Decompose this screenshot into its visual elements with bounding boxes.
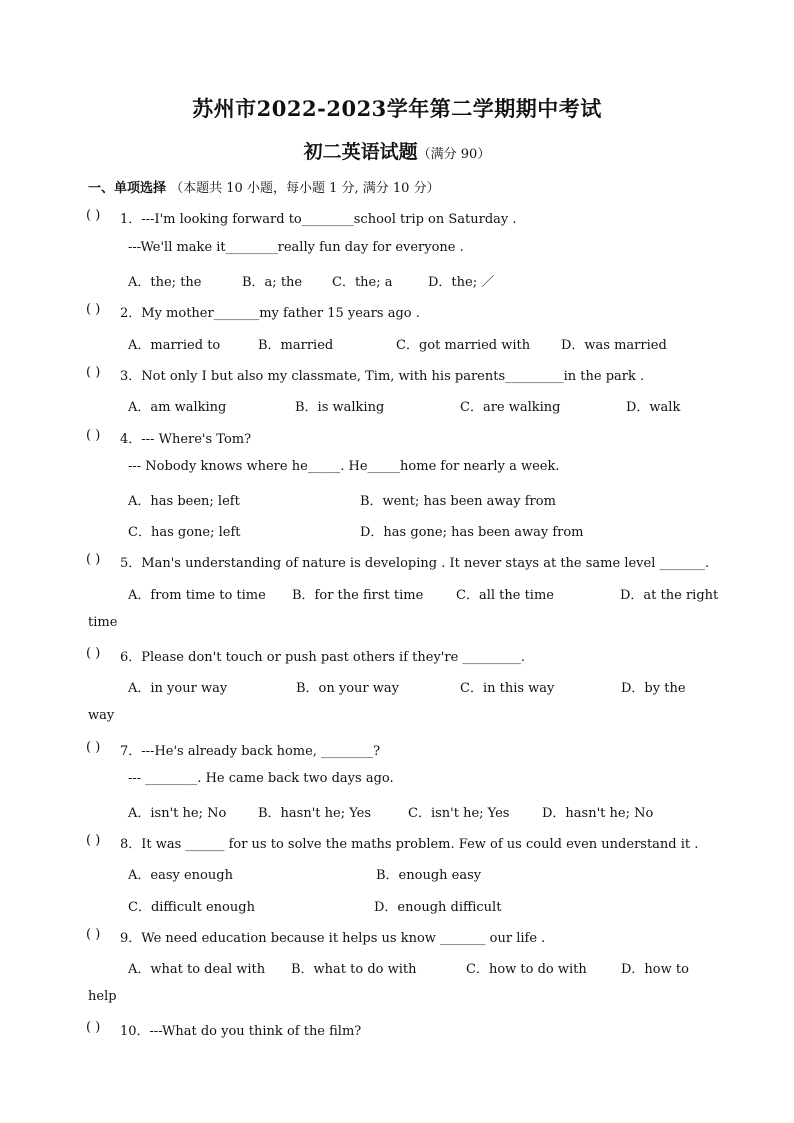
option-wrap-text: way <box>88 708 115 723</box>
question-sub-line: ---We'll make it________really fun day for everyone . <box>128 240 464 255</box>
option-b[interactable]: B．hasn't he; Yes <box>258 806 372 821</box>
question-stem: 10．---What do you think of the film? <box>120 1024 362 1039</box>
option-wrap-text: time <box>88 615 118 630</box>
option-a[interactable]: A．married to <box>128 338 221 353</box>
question-stem: 8．It was ______ for us to solve the maths problem. Few of us could even understand it . <box>120 837 699 852</box>
option-b[interactable]: B．for the first time <box>292 588 424 603</box>
answer-blank[interactable]: ( ) <box>86 552 101 567</box>
option-a[interactable]: A．easy enough <box>128 868 233 883</box>
option-c[interactable]: C．the; a <box>332 275 393 290</box>
question-stem: 4．--- Where's Tom? <box>120 432 252 447</box>
option-d[interactable]: D．how to <box>621 962 689 977</box>
option-a[interactable]: A．the; the <box>128 275 202 290</box>
option-d[interactable]: D．walk <box>626 400 681 415</box>
question-stem: 1．---I'm looking forward to________school trip on Saturday . <box>120 212 517 227</box>
section-title: 一、单项选择 <box>88 181 167 196</box>
option-a[interactable]: A．what to deal with <box>128 962 266 977</box>
question-sub-line: --- ________. He came back two days ago. <box>128 771 394 786</box>
option-b[interactable]: B．married <box>258 338 334 353</box>
answer-blank[interactable]: ( ) <box>86 646 101 661</box>
section-heading <box>88 177 440 196</box>
question-stem: 6．Please don't touch or push past others if they're _________. <box>120 650 526 665</box>
option-c[interactable]: C．difficult enough <box>128 900 255 915</box>
exam-subtitle <box>0 137 794 164</box>
question-stem: 3．Not only I but also my classmate, Tim, with his parents_________in the park . <box>120 369 645 384</box>
answer-blank[interactable]: ( ) <box>86 833 101 848</box>
option-a[interactable]: A．has been; left <box>128 494 240 509</box>
answer-blank[interactable]: ( ) <box>86 927 101 942</box>
option-b[interactable]: B．a; the <box>242 275 303 290</box>
option-d[interactable]: D．by the <box>621 681 686 696</box>
option-c[interactable]: C．are walking <box>460 400 561 415</box>
option-wrap-text: help <box>88 989 117 1004</box>
option-a[interactable]: A．isn't he; No <box>128 806 227 821</box>
option-b[interactable]: B．went; has been away from <box>360 494 556 509</box>
answer-blank[interactable]: ( ) <box>86 1020 101 1035</box>
option-c[interactable]: C．isn't he; Yes <box>408 806 510 821</box>
option-c[interactable]: C．in this way <box>460 681 555 696</box>
option-d[interactable]: D．has gone; has been away from <box>360 525 584 540</box>
option-a[interactable]: A．from time to time <box>128 588 266 603</box>
option-b[interactable]: B．what to do with <box>291 962 417 977</box>
answer-blank[interactable]: ( ) <box>86 740 101 755</box>
section-note: （本题共 10 小题，每小题 1 分, 满分 10 分） <box>170 181 440 196</box>
question-stem: 2．My mother_______my father 15 years ago . <box>120 306 420 321</box>
option-c[interactable]: C．all the time <box>456 588 554 603</box>
option-d[interactable]: D．at the right <box>620 588 719 603</box>
exam-title: 苏州市2022-2023学年第二学期期中考试 <box>192 96 602 121</box>
option-d[interactable]: D．the; ／ <box>428 275 495 290</box>
option-b[interactable]: B．enough easy <box>376 868 482 883</box>
answer-blank[interactable]: ( ) <box>86 208 101 223</box>
option-c[interactable]: C．got married with <box>396 338 531 353</box>
question-sub-line: --- Nobody knows where he_____. He_____home for nearly a week. <box>128 459 560 474</box>
question-stem: 5．Man's understanding of nature is developing . It never stays at the same level _______. <box>120 556 710 571</box>
question-stem: 7．---He's already back home, ________? <box>120 744 381 759</box>
option-d[interactable]: D．hasn't he; No <box>542 806 654 821</box>
option-c[interactable]: C．how to do with <box>466 962 587 977</box>
option-b[interactable]: B．is walking <box>295 400 385 415</box>
answer-blank[interactable]: ( ) <box>86 428 101 443</box>
answer-blank[interactable]: ( ) <box>86 365 101 380</box>
option-d[interactable]: D．enough difficult <box>374 900 502 915</box>
option-a[interactable]: A．in your way <box>128 681 228 696</box>
question-stem: 9．We need education because it helps us know _______ our life . <box>120 931 546 946</box>
option-d[interactable]: D．was married <box>561 338 667 353</box>
option-a[interactable]: A．am walking <box>128 400 227 415</box>
full-score: （满分 90） <box>417 147 491 162</box>
option-c[interactable]: C．has gone; left <box>128 525 241 540</box>
answer-blank[interactable]: ( ) <box>86 302 101 317</box>
subtitle-text: 初二英语试题 <box>303 141 418 163</box>
option-b[interactable]: B．on your way <box>296 681 399 696</box>
